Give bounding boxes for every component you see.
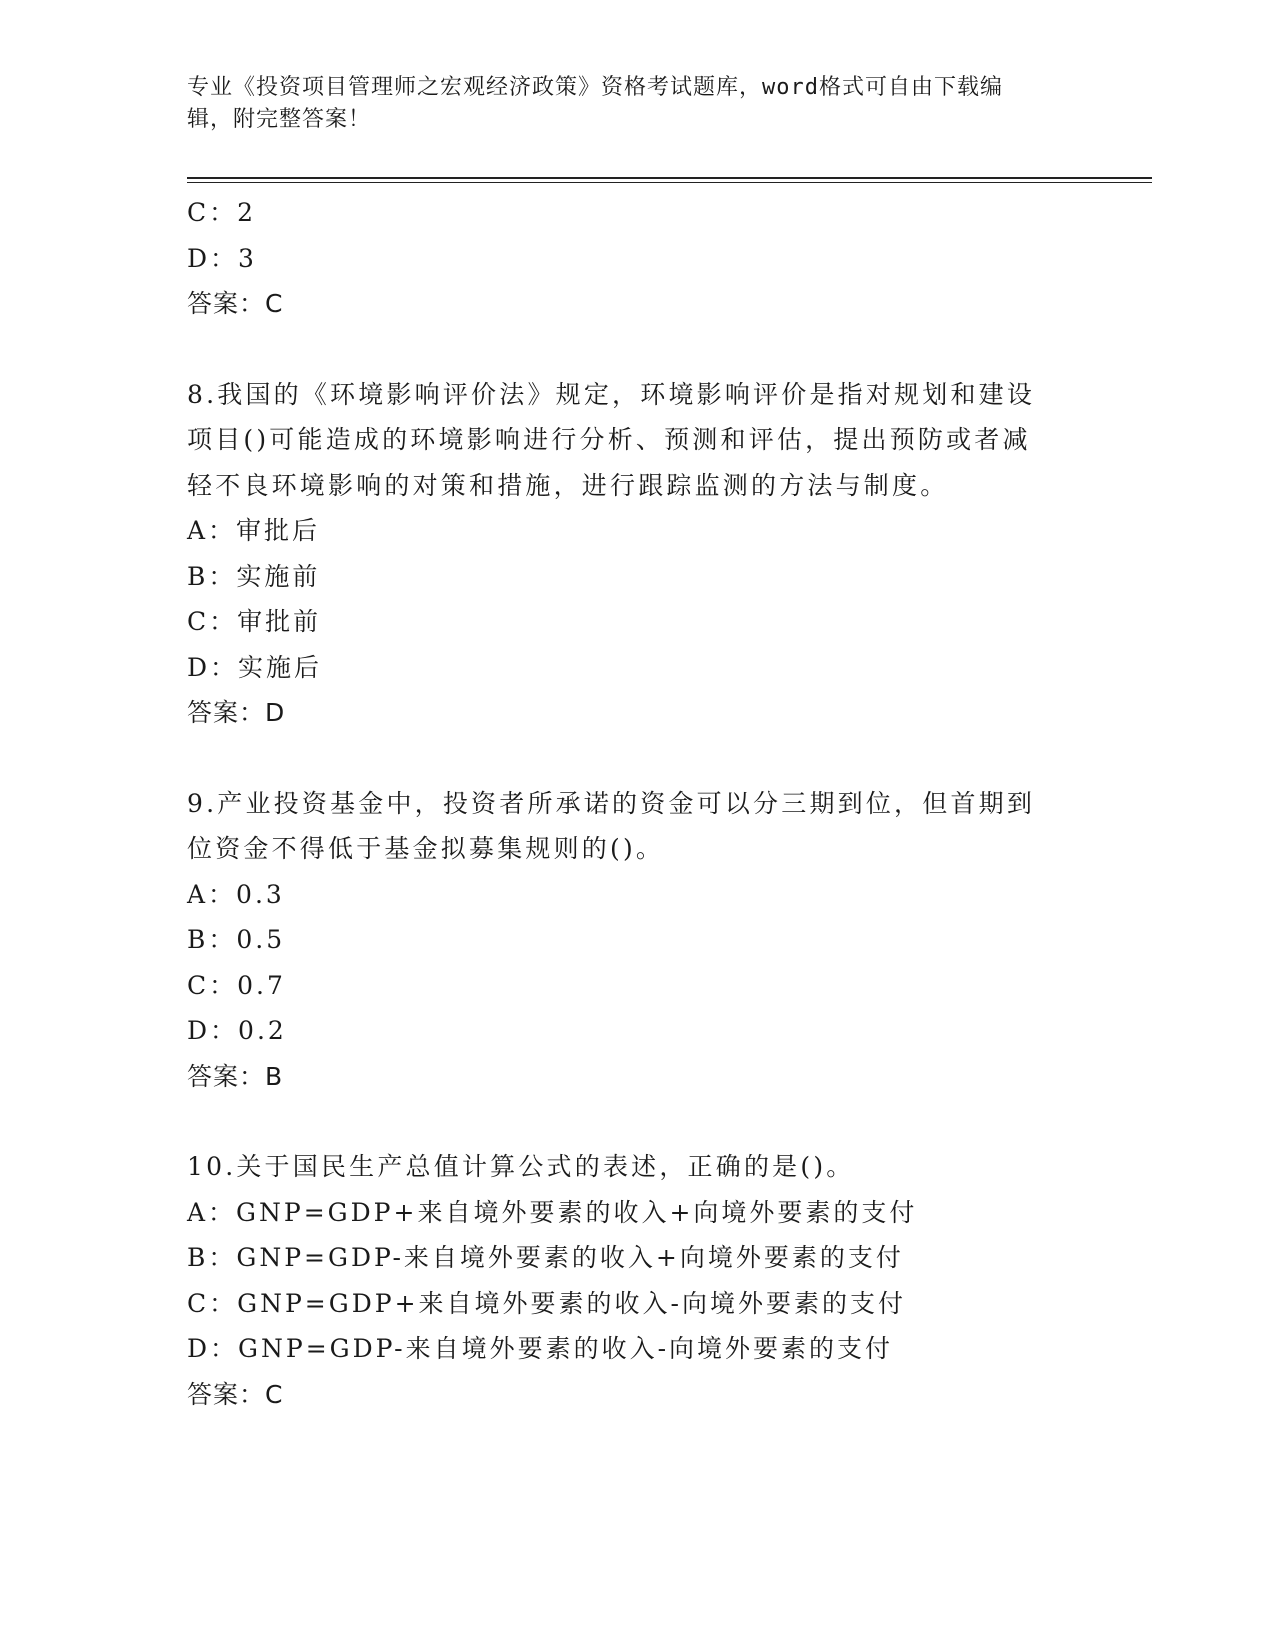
question-8 bbox=[187, 372, 1067, 736]
question-stem-line: 9.产业投资基金中，投资者所承诺的资金可以分三期到位，但首期到 bbox=[187, 788, 1036, 818]
header-line-2: 辑，附完整答案！ bbox=[187, 107, 372, 132]
answer-line: 答案：C bbox=[187, 289, 284, 318]
question-stem-line: 轻不良环境影响的对策和措施，进行跟踪监测的方法与制度。 bbox=[187, 470, 949, 500]
option-d: D：0.2 bbox=[187, 1016, 287, 1045]
option-c: C：2 bbox=[187, 198, 257, 227]
question-10 bbox=[187, 1144, 1067, 1417]
question-stem-line: 10.关于国民生产总值计算公式的表述，正确的是()。 bbox=[187, 1152, 855, 1181]
question-9 bbox=[187, 781, 1067, 1100]
option-d: D：3 bbox=[187, 243, 257, 273]
option-a: A：GNP=GDP+来自境外要素的收入+向境外要素的支付 bbox=[187, 1197, 918, 1227]
option-b: B：实施前 bbox=[187, 561, 321, 591]
spacer bbox=[187, 1099, 1067, 1144]
option-b: B：GNP=GDP-来自境外要素的收入+向境外要素的支付 bbox=[187, 1243, 904, 1272]
option-c: C：审批前 bbox=[187, 607, 322, 636]
spacer bbox=[187, 327, 1067, 372]
option-d: D：实施后 bbox=[187, 652, 323, 682]
question-stem-line: 位资金不得低于基金拟募集规则的()。 bbox=[187, 834, 665, 863]
spacer bbox=[187, 736, 1067, 781]
question-stem-line: 项目()可能造成的环境影响进行分析、预测和评估，提出预防或者减 bbox=[187, 425, 1031, 454]
option-d: D：GNP=GDP-来自境外要素的收入-向境外要素的支付 bbox=[187, 1334, 894, 1363]
page-header bbox=[187, 72, 1067, 136]
header-line-1: 专业《投资项目管理师之宏观经济政策》资格考试题库，word格式可自由下载编 bbox=[187, 75, 1003, 100]
option-a: A：审批后 bbox=[187, 516, 321, 545]
question-list bbox=[187, 190, 1067, 1417]
answer-line: 答案：D bbox=[187, 698, 286, 727]
option-c: C：0.7 bbox=[187, 970, 286, 1000]
question-stem-line: 8.我国的《环境影响评价法》规定，环境影响评价是指对规划和建设 bbox=[187, 379, 1036, 409]
option-c: C：GNP=GDP+来自境外要素的收入-向境外要素的支付 bbox=[187, 1288, 906, 1318]
option-b: B：0.5 bbox=[187, 925, 286, 954]
answer-line: 答案：B bbox=[187, 1061, 284, 1091]
header-divider bbox=[187, 177, 1152, 183]
answer-line: 答案：C bbox=[187, 1379, 284, 1409]
question-7-continued bbox=[187, 190, 1067, 327]
option-a: A：0.3 bbox=[187, 879, 285, 909]
